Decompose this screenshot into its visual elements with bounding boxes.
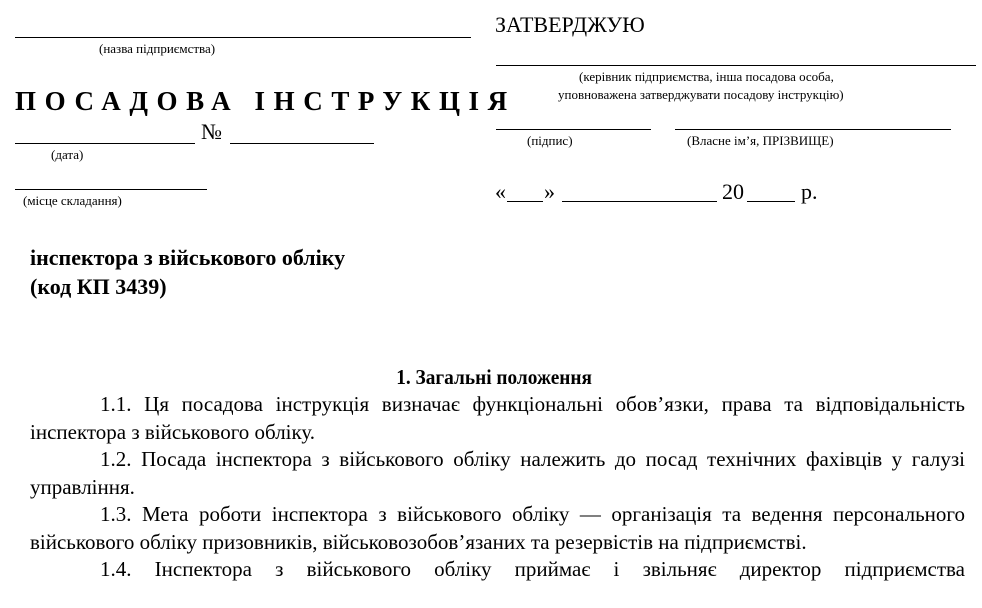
date-caption: (дата) [51, 147, 84, 162]
position-code: (код КП 3439) [30, 274, 167, 299]
enterprise-caption: (назва підприємства) [99, 41, 216, 56]
official-caption-line2: уповноважена затверджувати посадову інструкцію) [558, 87, 844, 102]
approve-label: ЗАТВЕРДЖУЮ [495, 12, 645, 37]
day-field[interactable] [507, 201, 543, 202]
paragraph-1-3: 1.3. Мета роботи інспектора з військового обліку — організація та ведення персонального військового обліку призовників, військовозобов’язаних та резервістів на підприємстві. [30, 502, 965, 554]
paragraph-1-2: 1.2. Посада інспектора з військового обліку належить до посад технічних фахівців у галузі управління. [30, 447, 965, 499]
year-suffix: р. [801, 179, 818, 204]
date-close-quote: » [544, 179, 555, 204]
place-field[interactable] [15, 189, 207, 190]
name-caption: (Власне ім’я, ПРІЗВИЩЕ) [687, 133, 834, 148]
section-heading: 1. Загальні положення [396, 365, 592, 389]
section-body [30, 391, 965, 584]
paragraph-1-4: 1.4. Інспектора з військового обліку приймає і звільняє директор підприємства [100, 557, 965, 581]
official-field[interactable] [496, 65, 976, 66]
official-caption-line1: (керівник підприємства, інша посадова особа, [579, 69, 834, 84]
paragraph-1-1: 1.1. Ця посадова інструкція визначає функціональні обов’язки, права та відповідальність інспектора з військового обліку. [30, 392, 965, 444]
number-sign: № [201, 119, 222, 144]
year-field[interactable] [747, 201, 795, 202]
number-field[interactable] [230, 143, 374, 144]
date-field[interactable] [15, 143, 195, 144]
month-field[interactable] [562, 201, 717, 202]
document-title: ПОСАДОВА ІНСТРУКЦІЯ [15, 86, 516, 116]
place-caption: (місце складання) [23, 193, 122, 208]
signature-caption: (підпис) [527, 133, 573, 148]
position-title: інспектора з військового обліку [30, 245, 346, 270]
date-open-quote: « [495, 179, 506, 204]
enterprise-name-field[interactable] [15, 37, 471, 38]
year-prefix: 20 [722, 179, 744, 204]
name-field[interactable] [675, 129, 951, 130]
signature-field[interactable] [496, 129, 651, 130]
